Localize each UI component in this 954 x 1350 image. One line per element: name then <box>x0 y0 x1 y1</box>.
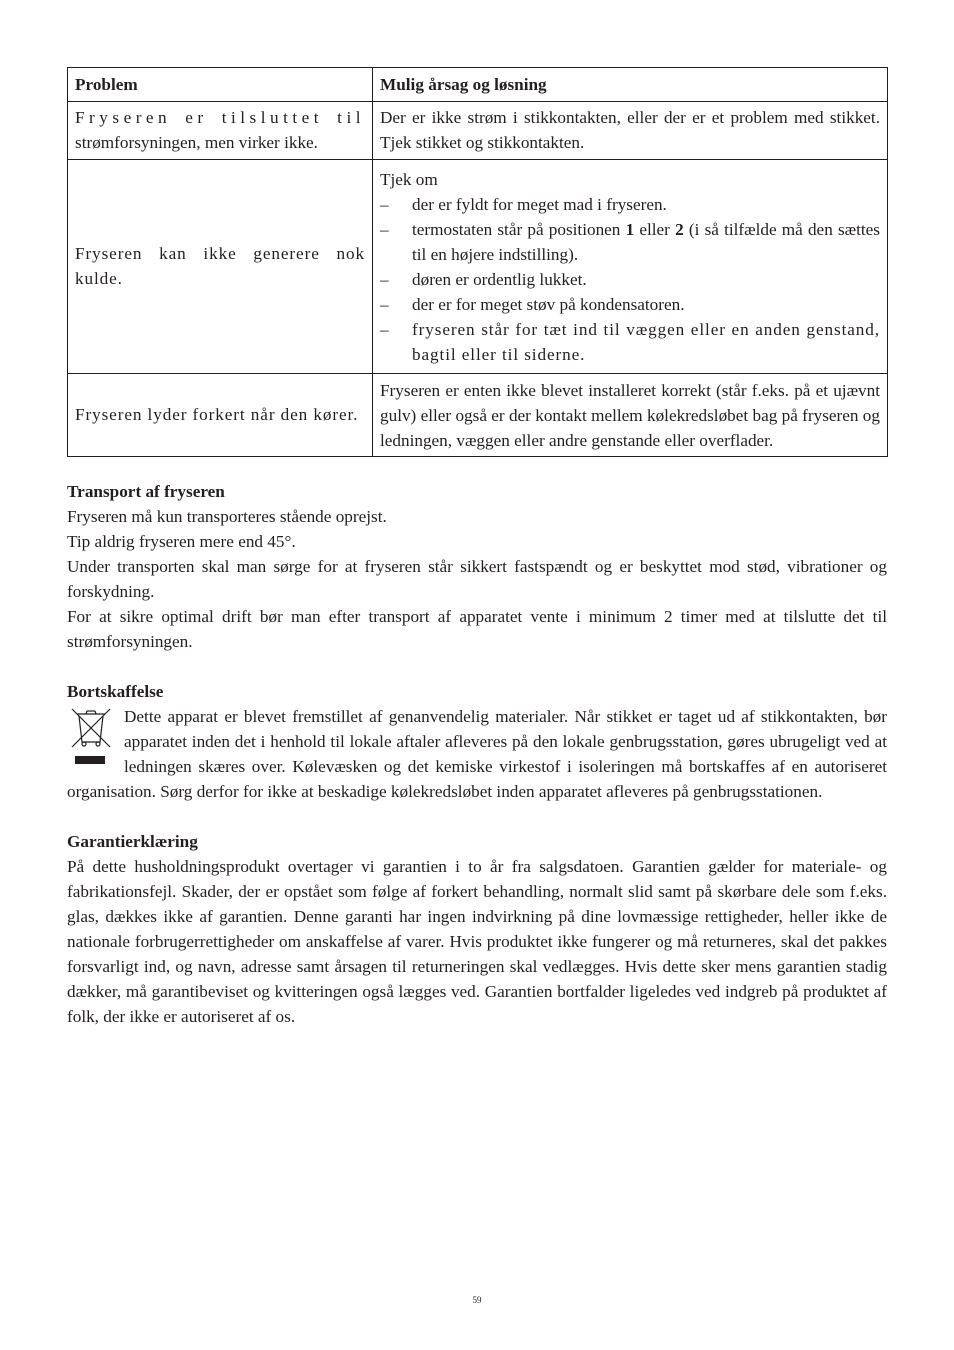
list-item: – døren er ordentlig lukket. <box>380 270 587 289</box>
weee-crossed-bin-icon <box>67 704 115 766</box>
disposal-text: Dette apparat er blevet fremstillet af genanvendelig materialer. Når stikket er taget ud af stikkontakten, bør apparatet inden det i henhold til lokale aftaler afleveres på den lokale genbrugsstation, gøres ubrugeligt ved at ledningen skæres over. Kølevæsken og det kemiske virkestof i isoleringen må bortskaffes af en autoriseret organisation. Sørg derfor for ikke at beskadige kølekredsløbet inden apparatet afleveres på genbrugsstationen. <box>67 707 887 801</box>
transport-line: Tip aldrig fryseren mere end 45°. <box>67 532 296 551</box>
transport-heading: Transport af fryseren <box>67 482 225 501</box>
list-item: – termostaten står på positionen 1 eller 2 (i så tilfælde må den sættes til en højere indstilling). <box>380 220 880 264</box>
problem-text: Fryseren lyder forkert når den kører. <box>75 405 359 424</box>
list-item: – der er fyldt for meget mad i fryseren. <box>380 195 667 214</box>
warranty-section <box>67 829 887 1029</box>
solution-intro: Tjek om <box>380 170 438 189</box>
warranty-heading: Garantierklæring <box>67 832 198 851</box>
problem-cell <box>68 160 373 374</box>
list-item: – fryseren står for tæt ind til væggen eller en anden genstand, bagtil eller til siderne. <box>380 320 880 364</box>
transport-section <box>67 479 887 654</box>
problem-cell <box>68 374 373 457</box>
troubleshooting-table <box>67 67 888 457</box>
header-problem: Problem <box>68 68 373 102</box>
solution-cell <box>373 374 888 457</box>
solution-text: Fryseren er enten ikke blevet installeret korrekt (står f.eks. på et ujævnt gulv) eller også er der kontakt mellem kølekredsløbet bag på fryseren og ledningen, væggen eller andre genstande eller overflader. <box>380 381 880 450</box>
disposal-heading: Bortskaffelse <box>67 682 164 701</box>
problem-cell <box>68 102 373 160</box>
problem-text-line1: Fryseren er tilsluttet til <box>75 108 365 127</box>
table-row <box>68 160 888 374</box>
table-row <box>68 374 888 457</box>
table-header-row <box>68 68 888 102</box>
transport-line: Under transporten skal man sørge for at fryseren står sikkert fastspændt og er beskyttet mod stød, vibrationer og forskydning. <box>67 557 887 601</box>
header-solution: Mulig årsag og løsning <box>373 68 888 102</box>
disposal-section <box>67 679 887 804</box>
page-number: 59 <box>472 1295 482 1305</box>
cause-list <box>380 192 880 367</box>
table-row <box>68 102 888 160</box>
problem-text: Fryseren kan ikke generere nok kulde. <box>75 244 365 288</box>
transport-line: For at sikre optimal drift bør man efter transport af apparatet vente i minimum 2 timer med at tilslutte det til strømforsyningen. <box>67 607 887 651</box>
warranty-text: På dette husholdningsprodukt overtager vi garantien i to år fra salgsdatoen. Garantien gælder for materiale- og fabrikationsfejl. Skader, der er opstået som følge af forkert behandling, normalt slid samt på skørbare dele som f.eks. glas, dækkes ikke af garantien. Denne garanti har ingen indvirkning på dine lovmæssige rettigheder, heller ikke de nationale forbrugerrettigheder om anskaffelse af varer. Hvis produktet ikke fungerer og må returneres, skal det pakkes forsvarligt ind, og navn, adresse samt årsagen til returneringen skal vedlægges. Hvis dette sker mens garantien stadig dækker, må garantibeviset og kvitteringen også lægges ved. Garantien bortfalder ligeledes ved indgreb på produktet af folk, der ikke er autoriseret af os. <box>67 857 887 1026</box>
solution-cell: Der er ikke strøm i stikkontakten, eller der er et problem med stikket. Tjek stikket og stikkontakten. <box>373 102 888 160</box>
document-page <box>67 67 887 1029</box>
problem-text-line2: strømforsyningen, men virker ikke. <box>75 133 318 152</box>
transport-line: Fryseren må kun transporteres stående oprejst. <box>67 507 387 526</box>
list-item: – der er for meget støv på kondensatoren. <box>380 295 685 314</box>
solution-cell <box>373 160 888 374</box>
